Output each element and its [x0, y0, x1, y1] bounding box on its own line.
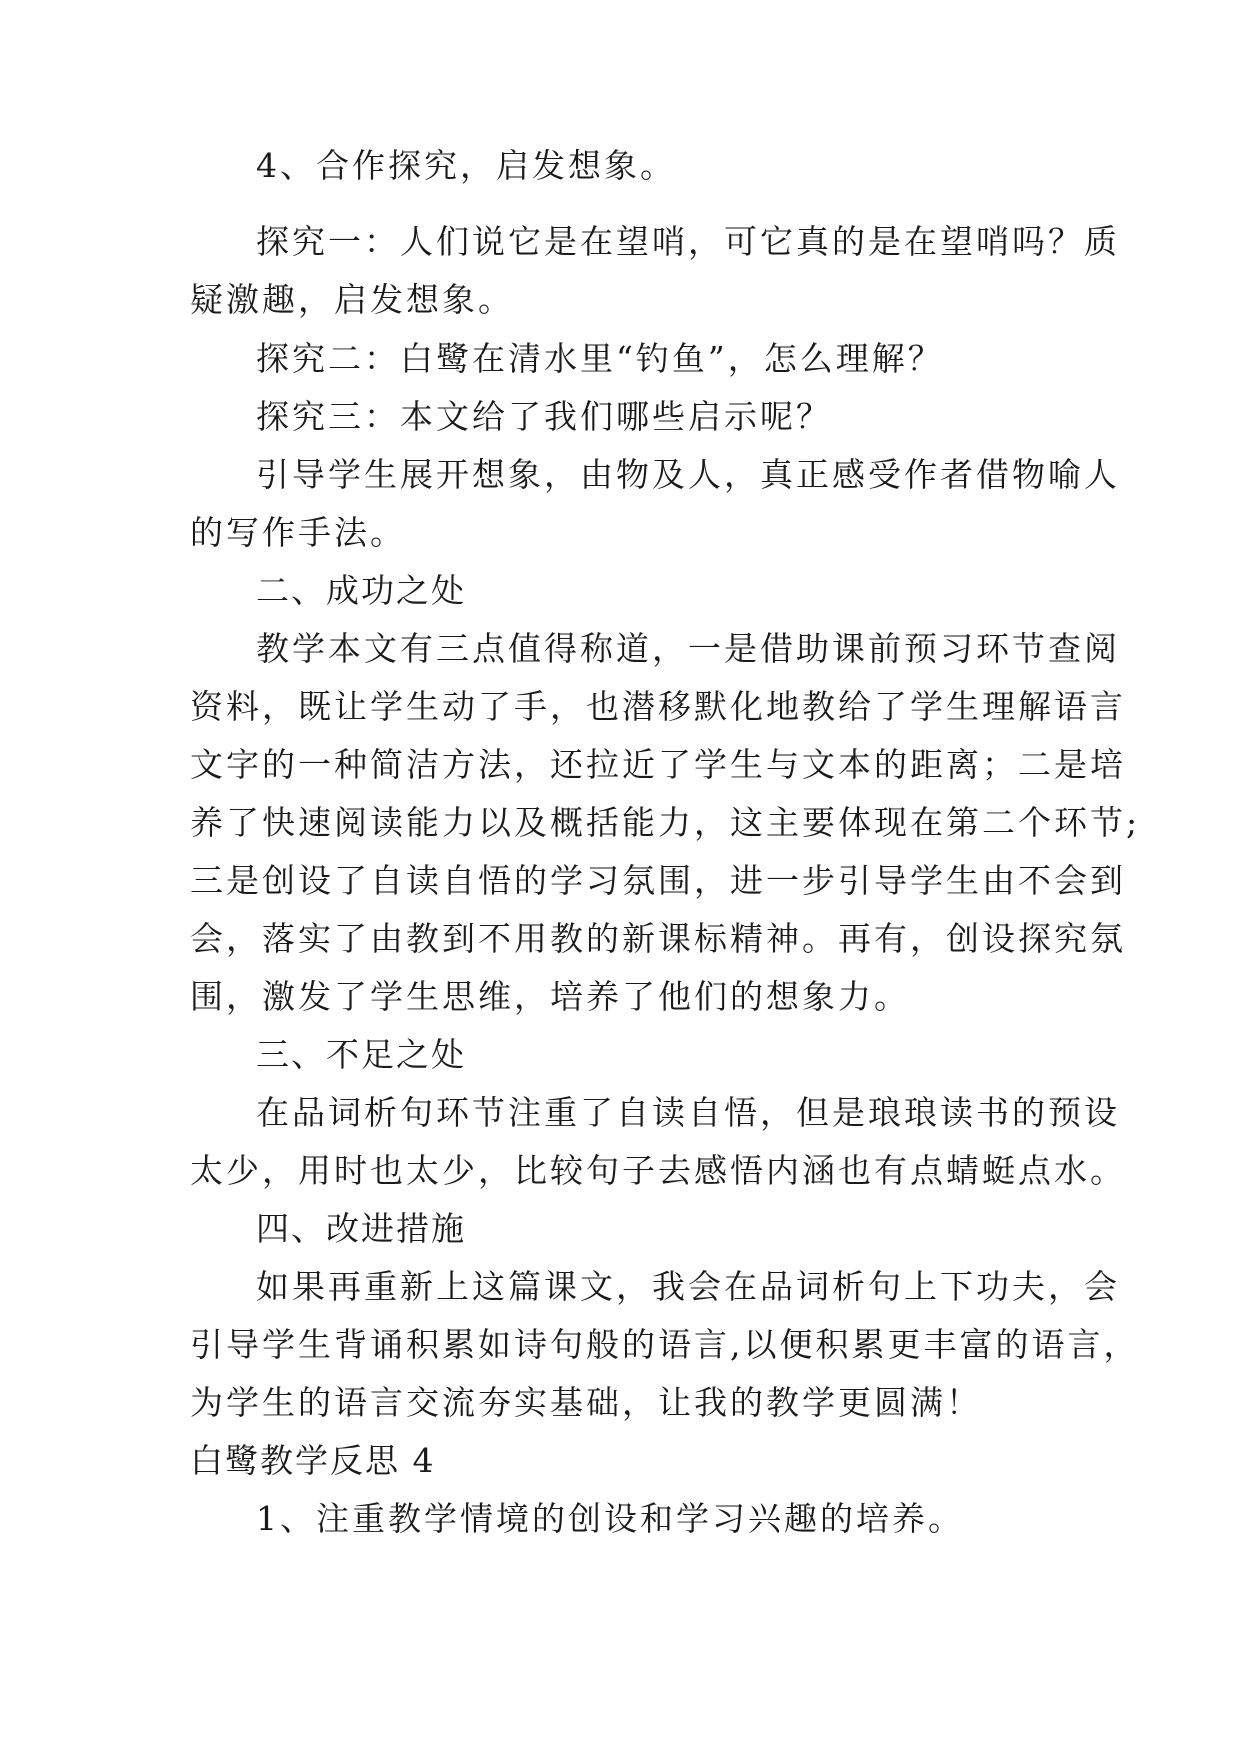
paragraph-line: 如果再重新上这篇课文，我会在品词析句上下功夫，会	[256, 1267, 1120, 1306]
paragraph-line: 教学本文有三点值得称道，一是借助课前预习环节查阅	[256, 629, 1120, 668]
paragraph-line: 资料，既让学生动了手，也潜移默化地教给了学生理解语言	[190, 687, 1126, 726]
section-heading: 二、成功之处	[256, 571, 466, 610]
paragraph-line: 探究一：人们说它是在望哨，可它真的是在望哨吗？质	[256, 222, 1120, 261]
paragraph-line: 探究三：本文给了我们哪些启示呢？	[256, 397, 832, 436]
paragraph-line: 探究二：白鹭在清水里“钓鱼”，怎么理解？	[256, 339, 944, 378]
paragraph-line: 文字的一种简洁方法，还拉近了学生与文本的距离；二是培	[190, 745, 1126, 784]
section-heading: 四、改进措施	[256, 1209, 466, 1248]
paragraph-line: 会，落实了由教到不用教的新课标精神。再有，创设探究氛	[190, 919, 1126, 958]
paragraph-line: 养了快速阅读能力以及概括能力，这主要体现在第二个环节;	[190, 803, 1141, 842]
document-title: 白鹭教学反思 4	[190, 1441, 436, 1480]
paragraph-line: 4、合作探究，启发想象。	[256, 146, 676, 185]
paragraph-line: 三是创设了自读自悟的学习氛围，进一步引导学生由不会到	[190, 861, 1126, 900]
section-heading: 三、不足之处	[256, 1035, 466, 1074]
paragraph-line: 引导学生展开想象，由物及人，真正感受作者借物喻人	[256, 455, 1120, 494]
paragraph-line: 引导学生背诵积累如诗句般的语言,以便积累更丰富的语言，	[190, 1325, 1140, 1364]
paragraph-line: 的写作手法。	[190, 513, 406, 552]
paragraph-line: 1、注重教学情境的创设和学习兴趣的培养。	[256, 1499, 964, 1538]
paragraph-line: 疑激趣，启发想象。	[190, 280, 514, 319]
paragraph-line: 太少，用时也太少，比较句子去感悟内涵也有点蜻蜓点水。	[190, 1151, 1126, 1190]
paragraph-line: 在品词析句环节注重了自读自悟，但是琅琅读书的预设	[256, 1093, 1120, 1132]
paragraph-line: 围，激发了学生思维，培养了他们的想象力。	[190, 977, 910, 1016]
paragraph-line: 为学生的语言交流夯实基础，让我的教学更圆满！	[190, 1383, 982, 1422]
